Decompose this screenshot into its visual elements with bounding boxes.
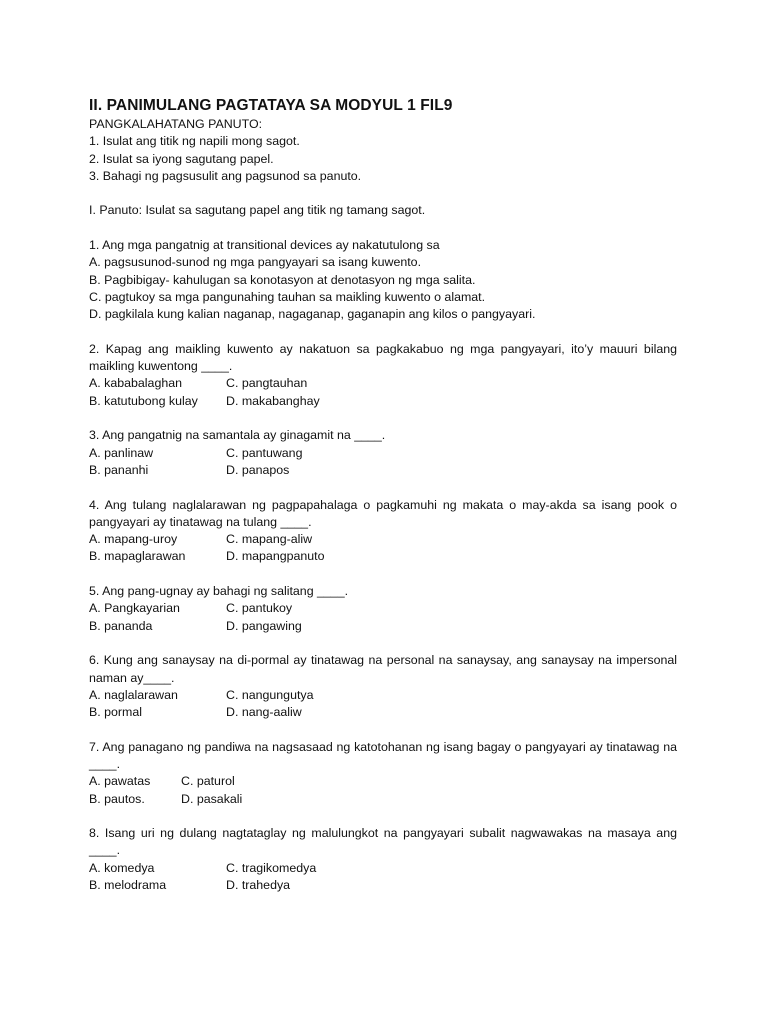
page-title: II. PANIMULANG PAGTATAYA SA MODYUL 1 FIL9: [89, 97, 453, 114]
question-3: [89, 427, 677, 479]
answer-option: B. pormal: [89, 705, 143, 720]
answer-option: B. pananhi: [89, 462, 149, 477]
answer-option: A. naglalarawan: [89, 687, 178, 702]
question-2: [89, 341, 677, 410]
question-text: 8. Isang uri ng dulang nagtataglay ng malulungkot na pangyayari subalit nagwawakas na masaya ang ____.: [89, 826, 677, 858]
answer-option: D. pasakali: [181, 791, 243, 806]
answer-option: B. mapaglarawan: [89, 549, 186, 564]
answer-option: C. pantukoy: [226, 601, 293, 616]
answer-option: D. trahedya: [226, 878, 291, 893]
answer-options: [89, 687, 677, 722]
answer-option: C. pantuwang: [226, 445, 303, 460]
question-text: 1. Ang mga pangatnig at transitional devices ay nakatutulong sa: [89, 238, 440, 253]
question-text: 2. Kapag ang maikling kuwento ay nakatuon sa pagkakabuo ng mga pangyayari, ito’y mauuri bilang maikling kuwentong ____.: [89, 341, 677, 374]
answer-option: A. panlinaw: [89, 445, 154, 460]
answer-option: D. makabanghay: [226, 393, 320, 408]
answer-option: B. melodrama: [89, 878, 167, 893]
answer-option: B. pautos.: [89, 791, 145, 806]
part-instruction: I. Panuto: Isulat sa sagutang papel ang titik ng tamang sagot.: [89, 203, 426, 218]
answer-options: [89, 531, 677, 566]
answer-options: [89, 375, 677, 410]
answer-option: C. tragikomedya: [226, 860, 317, 875]
answer-option: D. panapos: [226, 462, 290, 477]
question-text: 5. Ang pang-ugnay ay bahagi ng salitang ____.: [89, 584, 349, 599]
answer-option: A. Pangkayarian: [89, 601, 180, 616]
answer-option: A. pagsusunod-sunod ng mga pangyayari sa isang kuwento.: [89, 255, 422, 270]
question-text: 4. Ang tulang naglalarawan ng pagpapahalaga o pagkamuhi ng makata o may-akda sa isang pook o pangyayari ay tinatawag na tulang ____.: [89, 497, 677, 529]
answer-option: D. pagkilala kung kalian naganap, nagaganap, gaganapin ang kilos o pangyayari.: [89, 307, 536, 322]
answer-option: A. kababalaghan: [89, 376, 183, 391]
answer-option: C. paturol: [181, 774, 235, 789]
answer-option: B. katutubong kulay: [89, 393, 198, 408]
answer-option: C. pagtukoy sa mga pangunahing tauhan sa maikling kuwento o alamat.: [89, 289, 486, 304]
answer-options: [89, 773, 677, 808]
answer-option: A. komedya: [89, 860, 155, 875]
question-text: 3. Ang pangatnig na samantala ay ginagamit na ____.: [89, 428, 386, 443]
answer-option: A. pawatas: [89, 774, 151, 789]
general-instruction-item: 1. Isulat ang titik ng napili mong sagot.: [89, 134, 300, 149]
question-text: 6. Kung ang sanaysay na di-pormal ay tinatawag na personal na sanaysay, ang sanaysay na impersonal naman ay____.: [89, 653, 677, 685]
question-5: [89, 583, 677, 635]
answer-options: [89, 600, 677, 635]
question-6: [89, 652, 677, 721]
question-1: [89, 237, 677, 323]
question-text: 7. Ang panagano ng pandiwa na nagsasaad ng katotohanan ng isang bagay o pangyayari ay tinatawag na ____.: [89, 739, 677, 771]
answer-option: A. mapang-uroy: [89, 532, 178, 547]
general-instructions-heading: PANGKALAHATANG PANUTO:: [89, 117, 263, 131]
answer-option: B. pananda: [89, 618, 153, 633]
answer-option: D. mapangpanuto: [226, 549, 325, 564]
answer-option: D. pangawing: [226, 618, 302, 633]
answer-option: C. nangungutya: [226, 687, 314, 702]
answer-option: D. nang-aaliw: [226, 705, 302, 720]
answer-options: [89, 445, 677, 480]
answer-options: [89, 860, 677, 895]
answer-option: B. Pagbibigay- kahulugan sa konotasyon at denotasyon ng mga salita.: [89, 272, 476, 287]
question-7: [89, 739, 677, 808]
question-8: [89, 825, 677, 894]
answer-option: C. pangtauhan: [226, 376, 308, 391]
worksheet-page: [89, 96, 677, 894]
question-4: [89, 497, 677, 566]
general-instruction-item: 2. Isulat sa iyong sagutang papel.: [89, 151, 274, 166]
general-instruction-item: 3. Bahagi ng pagsusulit ang pagsunod sa panuto.: [89, 168, 362, 183]
answer-option: C. mapang-aliw: [226, 532, 313, 547]
